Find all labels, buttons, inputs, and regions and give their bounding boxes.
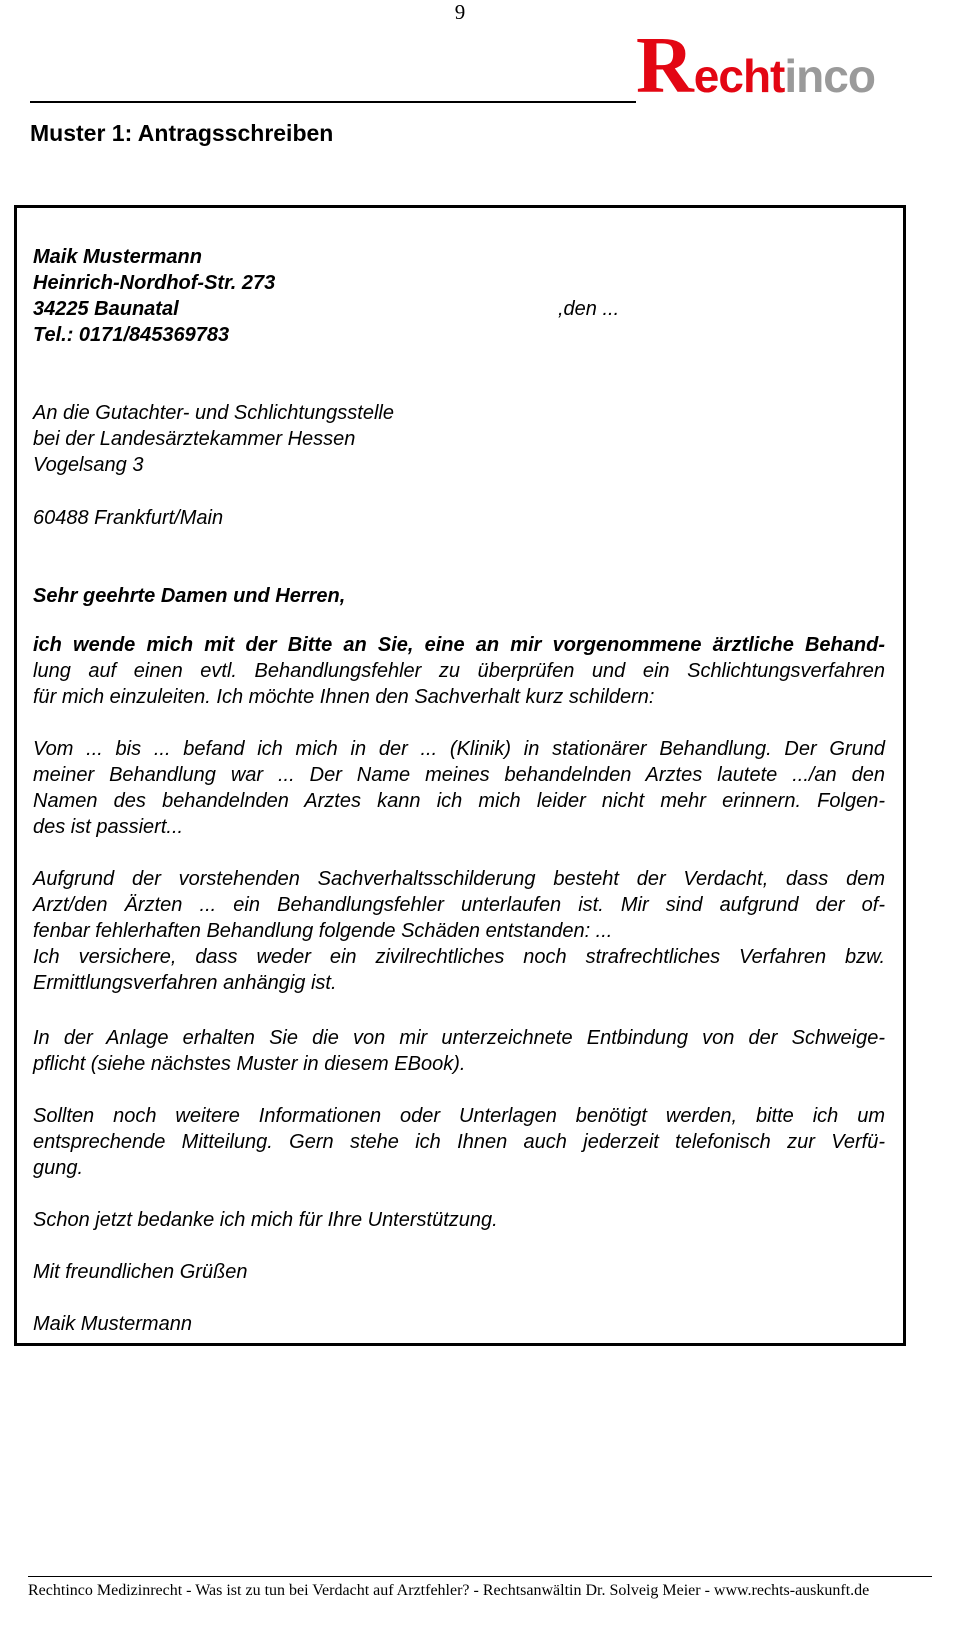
letter-line: für mich einzuleiten. Ich möchte Ihnen den Sachverhalt kurz schildern: xyxy=(33,686,655,708)
letter-line: Arzt/den Ärzten ... ein Behandlungsfehler unterlaufen ist. Mir sind aufgrund der of- xyxy=(33,894,885,916)
sender-block xyxy=(33,244,885,348)
letter-template-box xyxy=(14,205,906,1346)
letter-paragraph-5 xyxy=(33,1103,885,1181)
logo-red-part: echt xyxy=(693,50,785,102)
letter-line: ich wende mich mit der Bitte an Sie, eine an mir vorgenommene ärztliche Behand- xyxy=(33,634,885,656)
date-placeholder: ,den ... xyxy=(558,298,620,320)
page-number: 9 xyxy=(454,0,466,24)
sender-phone: Tel.: 0171/845369783 xyxy=(33,324,230,346)
sender-street: Heinrich-Nordhof-Str. 273 xyxy=(33,272,276,294)
letter-line: meiner Behandlung war ... Der Name meines behandelnden Arztes lautete .../an den xyxy=(33,764,885,786)
footer-text: Rechtinco Medizinrecht - Was ist zu tun bei Verdacht auf Arztfehler? - Rechtsanwältin Dr. Solveig Meier - www.rechts-auskunft.de xyxy=(28,1582,870,1599)
recipient-line: An die Gutachter- und Schlichtungsstelle xyxy=(33,402,394,424)
logo-gray-part: inco xyxy=(784,50,875,102)
letter-line: Ermittlungsverfahren anhängig ist. xyxy=(33,972,337,994)
rechtinco-logo xyxy=(636,22,875,110)
salutation: Sehr geehrte Damen und Herren, xyxy=(33,585,346,607)
letter-line: Aufgrund der vorstehenden Sachverhaltsschilderung besteht der Verdacht, dass dem xyxy=(33,868,885,890)
letter-line: entsprechende Mitteilung. Gern stehe ich Ihnen auch jederzeit telefonisch zur Verfü- xyxy=(33,1131,885,1153)
footer-divider-line xyxy=(28,1576,932,1577)
letter-line: des ist passiert... xyxy=(33,816,184,838)
letter-line: Namen des behandelnden Arztes kann ich mich leider nicht mehr erinnern. Folgen- xyxy=(33,790,885,812)
letter-paragraph-2 xyxy=(33,736,885,840)
letter-line: fenbar fehlerhaften Behandlung folgende Schäden entstanden: ... xyxy=(33,920,613,942)
letter-line: gung. xyxy=(33,1157,84,1179)
letter-line: Ich versichere, dass weder ein zivilrechtliches noch strafrechtliches Verfahren bzw. xyxy=(33,946,885,968)
letter-line: lung auf einen evtl. Behandlungsfehler zu überprüfen und ein Schlichtungsverfahren xyxy=(33,660,885,682)
recipient-line: Vogelsang 3 xyxy=(33,454,144,476)
letter-line: pflicht (siehe nächstes Muster in diesem EBook). xyxy=(33,1053,466,1075)
closing-line: Mit freundlichen Grüßen xyxy=(33,1261,248,1283)
letter-line: Vom ... bis ... befand ich mich in der ... (Klinik) in stationärer Behandlung. Der Grund xyxy=(33,738,885,760)
recipient-city: 60488 Frankfurt/Main xyxy=(33,507,224,529)
letter-paragraph-1 xyxy=(33,632,885,710)
letter-line: In der Anlage erhalten Sie die von mir unterzeichnete Entbindung von der Schweige- xyxy=(33,1027,885,1049)
letter-line: Sollten noch weitere Informationen oder Unterlagen benötigt werden, bitte ich um xyxy=(33,1105,885,1127)
header-divider-line xyxy=(30,101,636,103)
sender-city-line xyxy=(33,296,885,322)
sender-city: 34225 Baunatal xyxy=(33,298,179,320)
signature-name: Maik Mustermann xyxy=(33,1313,192,1335)
recipient-block xyxy=(33,400,885,478)
page-title: Muster 1: Antragsschreiben xyxy=(30,120,334,146)
logo-initial-letter: R xyxy=(636,22,694,110)
recipient-line: bei der Landesärztekammer Hessen xyxy=(33,428,356,450)
letter-paragraph-3 xyxy=(33,866,885,996)
sender-name: Maik Mustermann xyxy=(33,246,202,268)
letter-paragraph-4 xyxy=(33,1025,885,1077)
letter-paragraph-6: Schon jetzt bedanke ich mich für Ihre Unterstützung. xyxy=(33,1209,498,1231)
